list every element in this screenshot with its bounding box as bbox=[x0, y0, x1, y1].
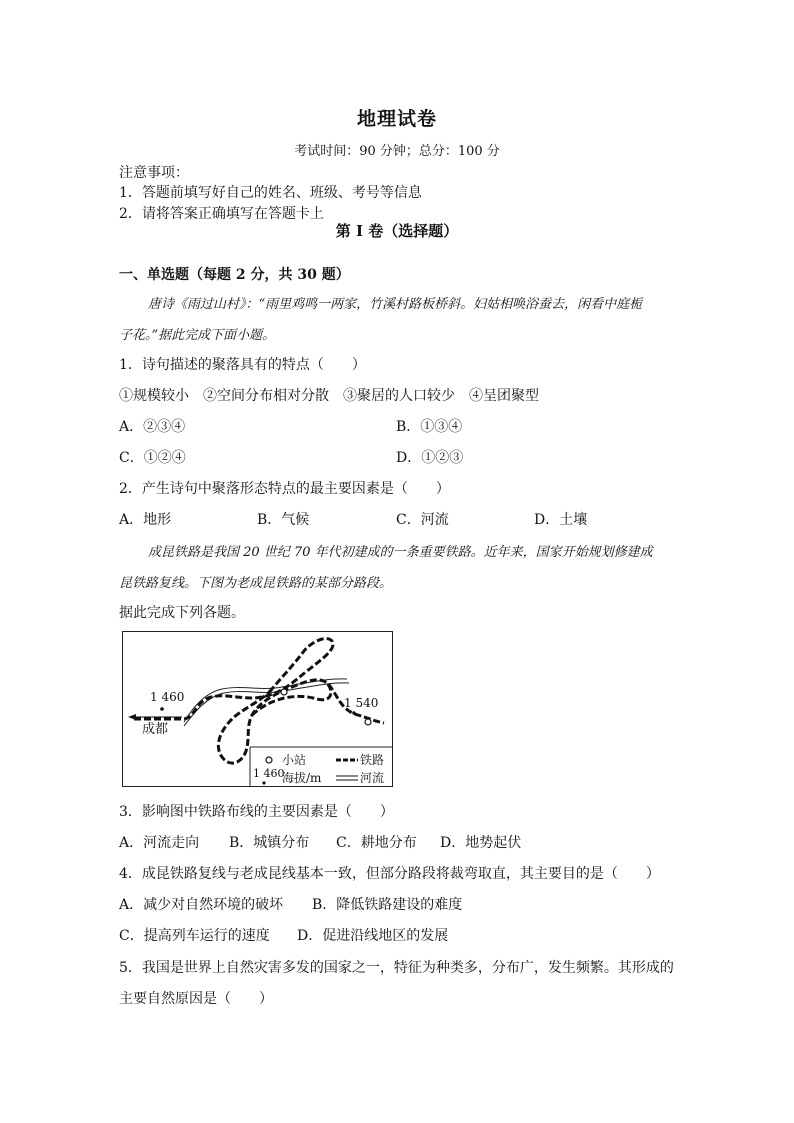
passage2-line1: 成昆铁路是我国 20 世纪 70 年代初建成的一条重要铁路。近年来，国家开始规划修建成 bbox=[148, 545, 653, 560]
legend-elevation-point bbox=[262, 781, 265, 784]
elevation-label-1540: 1 540 bbox=[344, 696, 379, 710]
section-title: 第 I 卷（选择题） bbox=[335, 222, 459, 240]
q2-option-a: A．地形 bbox=[119, 512, 172, 528]
railway-map-figure bbox=[122, 631, 393, 787]
passage2-line2: 昆铁路复线。下图为老成昆铁路的某部分路段。 bbox=[119, 576, 393, 591]
railway-map bbox=[122, 631, 393, 787]
q1-option-c: C．①②④ bbox=[119, 450, 186, 466]
q2-option-b: B．气候 bbox=[257, 512, 310, 528]
notes-heading: 注意事项： bbox=[119, 165, 189, 181]
q1-option-a: A．②③④ bbox=[119, 419, 186, 435]
station-marker bbox=[281, 689, 287, 695]
q5-stem-line2: 主要自然原因是（ ） bbox=[119, 991, 273, 1007]
note-item-1: 1．答题前填写好自己的姓名、班级、考号等信息 bbox=[119, 185, 422, 201]
q3-option-c: C．耕地分布 bbox=[336, 835, 417, 851]
q4-option-c: C．提高列车运行的速度 bbox=[119, 928, 270, 944]
q4-stem: 4．成昆铁路复线与老成昆线基本一致，但部分路段将裁弯取直，其主要目的是（ ） bbox=[119, 866, 660, 882]
q3-option-d: D．地势起伏 bbox=[440, 835, 522, 851]
legend-elevation-label: 海拔/m bbox=[282, 771, 322, 785]
legend-river-label: 河流 bbox=[360, 771, 385, 785]
q2-stem: 2．产生诗句中聚落形态特点的最主要因素是（ ） bbox=[119, 481, 450, 497]
q5-stem-line1: 5．我国是世界上自然灾害多发的国家之一，特征为种类多，分布广，发生频繁。其形成的 bbox=[119, 960, 674, 976]
legend-elevation-value: 1 460 bbox=[253, 767, 285, 780]
q1-statements: ①规模较小 ②空间分布相对分散 ③聚居的人口较少 ④呈团聚型 bbox=[119, 388, 539, 404]
elevation-point bbox=[160, 707, 164, 711]
q4-option-b: B．降低铁路建设的难度 bbox=[312, 897, 463, 913]
legend-railway-label: 铁路 bbox=[360, 753, 385, 767]
q4-option-a: A．减少对自然环境的破坏 bbox=[119, 897, 284, 913]
elevation-label-1460: 1 460 bbox=[150, 690, 185, 704]
q1-option-b: B．①③④ bbox=[396, 419, 463, 435]
legend-station-icon bbox=[266, 757, 272, 763]
passage2-line3: 据此完成下列各题。 bbox=[119, 605, 245, 621]
q1-option-d: D．①②③ bbox=[396, 450, 464, 466]
q3-stem: 3．影响图中铁路布线的主要因素是（ ） bbox=[119, 804, 394, 820]
q1-stem: 1．诗句描述的聚落具有的特点（ ） bbox=[119, 357, 366, 373]
note-item-2: 2．请将答案正确填写在答题卡上 bbox=[119, 206, 324, 222]
q3-option-b: B．城镇分布 bbox=[229, 835, 310, 851]
exam-time-info: 考试时间：90 分钟；总分：100 分 bbox=[294, 144, 500, 159]
passage1-line1: 唐诗《雨过山村》：“雨里鸡鸣一两家，竹溪村路板桥斜。妇姑相唤浴蚕去，闲看中庭栀 bbox=[148, 297, 643, 312]
station-marker bbox=[365, 719, 371, 725]
q2-option-c: C．河流 bbox=[396, 512, 449, 528]
q3-option-a: A．河流走向 bbox=[119, 835, 200, 851]
passage1-line2: 子花。”据此完成下面小题。 bbox=[119, 328, 276, 343]
exam-title: 地理试卷 bbox=[356, 108, 437, 130]
q4-option-d: D．促进沿线地区的发展 bbox=[297, 928, 449, 944]
city-label-chengdu: 成都 bbox=[142, 722, 169, 737]
legend-station-label: 小站 bbox=[282, 753, 307, 767]
elevation-point bbox=[352, 711, 356, 715]
part-heading: 一、单选题（每题 2 分，共 30 题） bbox=[119, 267, 350, 283]
q2-option-d: D．土壤 bbox=[534, 512, 588, 528]
